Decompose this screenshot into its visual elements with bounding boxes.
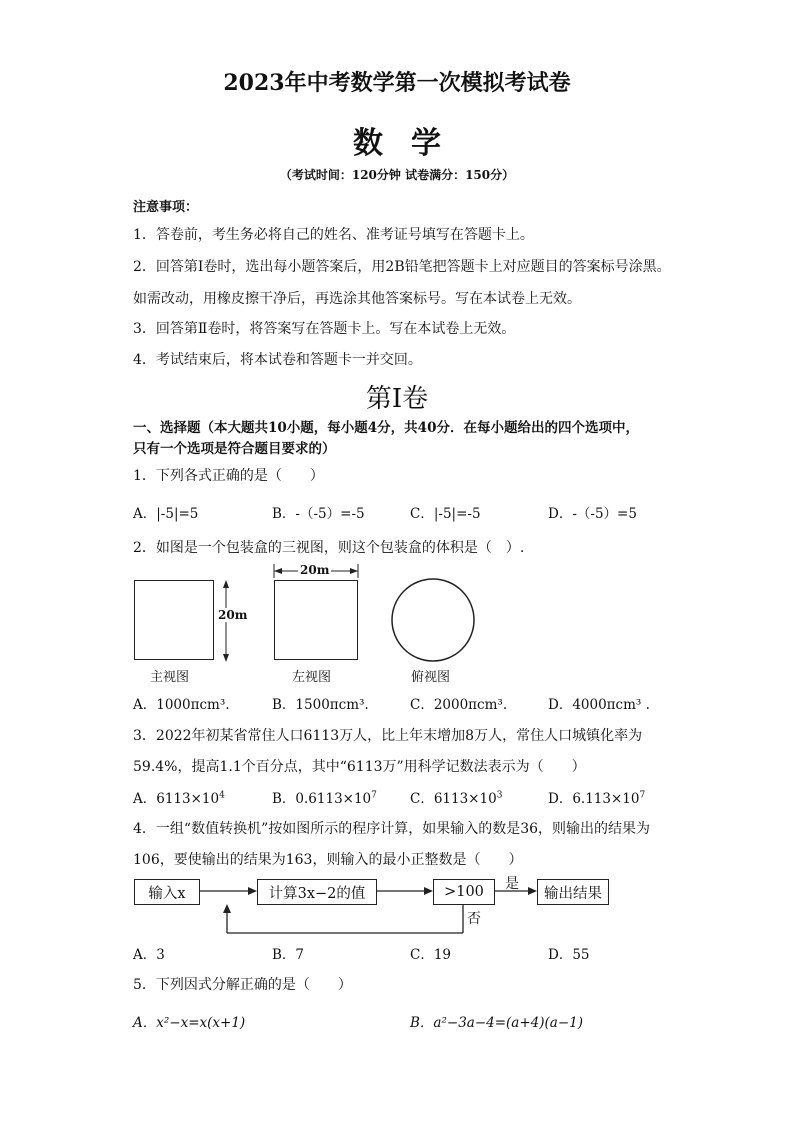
q1-option-a: A．|-5|=5 [133,506,199,522]
q3-stem-line1: 3．2022年初某省常住人口6113万人，比上年末增加8万人，常住人口城镇化率为 [133,728,643,744]
q2-option-a: A．1000πcm³. [133,697,230,713]
q5-option-b: B．a²−3a−4=(a+4)(a−1) [410,1015,584,1031]
volume-title: 第Ⅰ卷 [365,384,429,414]
q4-stem-line1: 4．一组“数值转换机”按如图所示的程序计算，如果输入的数是36，则输出的结果为 [133,821,651,837]
flow-condition-box: >100 [433,879,495,905]
exam-title: 2023年中考数学第一次模拟考试卷 [223,70,571,96]
notice-item: 4．考试结束后，将本试卷和答题卡一并交回。 [133,352,422,368]
q3-option-c: C．$6113\times 10^3$ [410,790,503,807]
notice-item: 1．答卷前，考生务必将自己的姓名、准考证号填写在答题卡上。 [133,227,534,243]
q1-option-b: B．-（-5）=-5 [272,506,365,522]
side-view-square [274,580,358,660]
q4-option-b: B．7 [272,947,305,963]
q2-option-b: B．1500πcm³. [272,697,369,713]
q3-option-b: B．$0.6113\times 10^7$ [272,790,377,807]
exam-info: （考试时间：120分钟 试卷满分：150分） [279,168,515,182]
top-view-circle [389,576,477,664]
q4-option-d: D．55 [548,947,590,963]
q1-option-d: D．-（-5）=5 [548,506,637,522]
flow-no-label: 否 [467,911,481,927]
q4-option-a: A．3 [133,947,165,963]
q2-option-c: C．2000πcm³. [410,697,508,713]
q5-stem: 5．下列因式分解正确的是（ ） [133,977,352,993]
side-dimension-label: 20m [218,608,248,622]
q3-stem-line2: 59.4%，提高1.1个百分点，其中“6113万”用科学记数法表示为（ ） [133,759,586,775]
section-heading-line1: 一、选择题（本大题共10小题，每小题4分，共40分．在每小题给出的四个选项中， [133,420,639,436]
q2-option-d: D．4000πcm³ . [548,697,650,713]
notice-item: 如需改动，用橡皮擦干净后，再选涂其他答案标号。写在本试卷上无效。 [133,291,581,307]
q2-stem: 2．如图是一个包装盒的三视图，则这个包装盒的体积是（ ）. [133,540,525,556]
caption-top-view: 俯视图 [411,670,451,685]
q3-option-a: A．$6113\times 10^4$ [133,790,225,807]
subject-title: 数学 [353,126,469,161]
q1-option-c: C．|-5|=-5 [410,506,481,522]
section-heading-line2: 只有一个选项是符合题目要求的） [133,441,336,457]
q4-option-c: C．19 [410,947,452,963]
caption-side-view: 左视图 [292,670,332,685]
q4-stem-line2: 106，要使输出的结果为163，则输入的最小正整数是（ ） [133,852,523,868]
flow-output-box: 输出结果 [537,879,609,905]
q1-stem: 1．下列各式正确的是（ ） [133,468,324,484]
flow-input-box: 输入x [134,879,200,905]
top-dimension-label: 20m [300,563,330,577]
notice-item: 3．回答第Ⅱ卷时，将答案写在答题卡上。写在本试卷上无效。 [133,321,516,337]
q5-option-a: A．x²−x=x(x+1) [133,1015,246,1031]
flow-yes-label: 是 [505,876,519,892]
front-view-square [134,580,214,660]
notice-heading: 注意事项： [133,200,199,215]
caption-front-view: 主视图 [150,670,190,685]
flow-compute-box: 计算3x−2的值 [257,879,377,905]
q3-option-d: D．$6.113\times 10^7$ [548,790,646,807]
notice-item: 2．回答第Ⅰ卷时，选出每小题答案后，用2B铅笔把答题卡上对应题目的答案标号涂黑。 [133,259,671,275]
